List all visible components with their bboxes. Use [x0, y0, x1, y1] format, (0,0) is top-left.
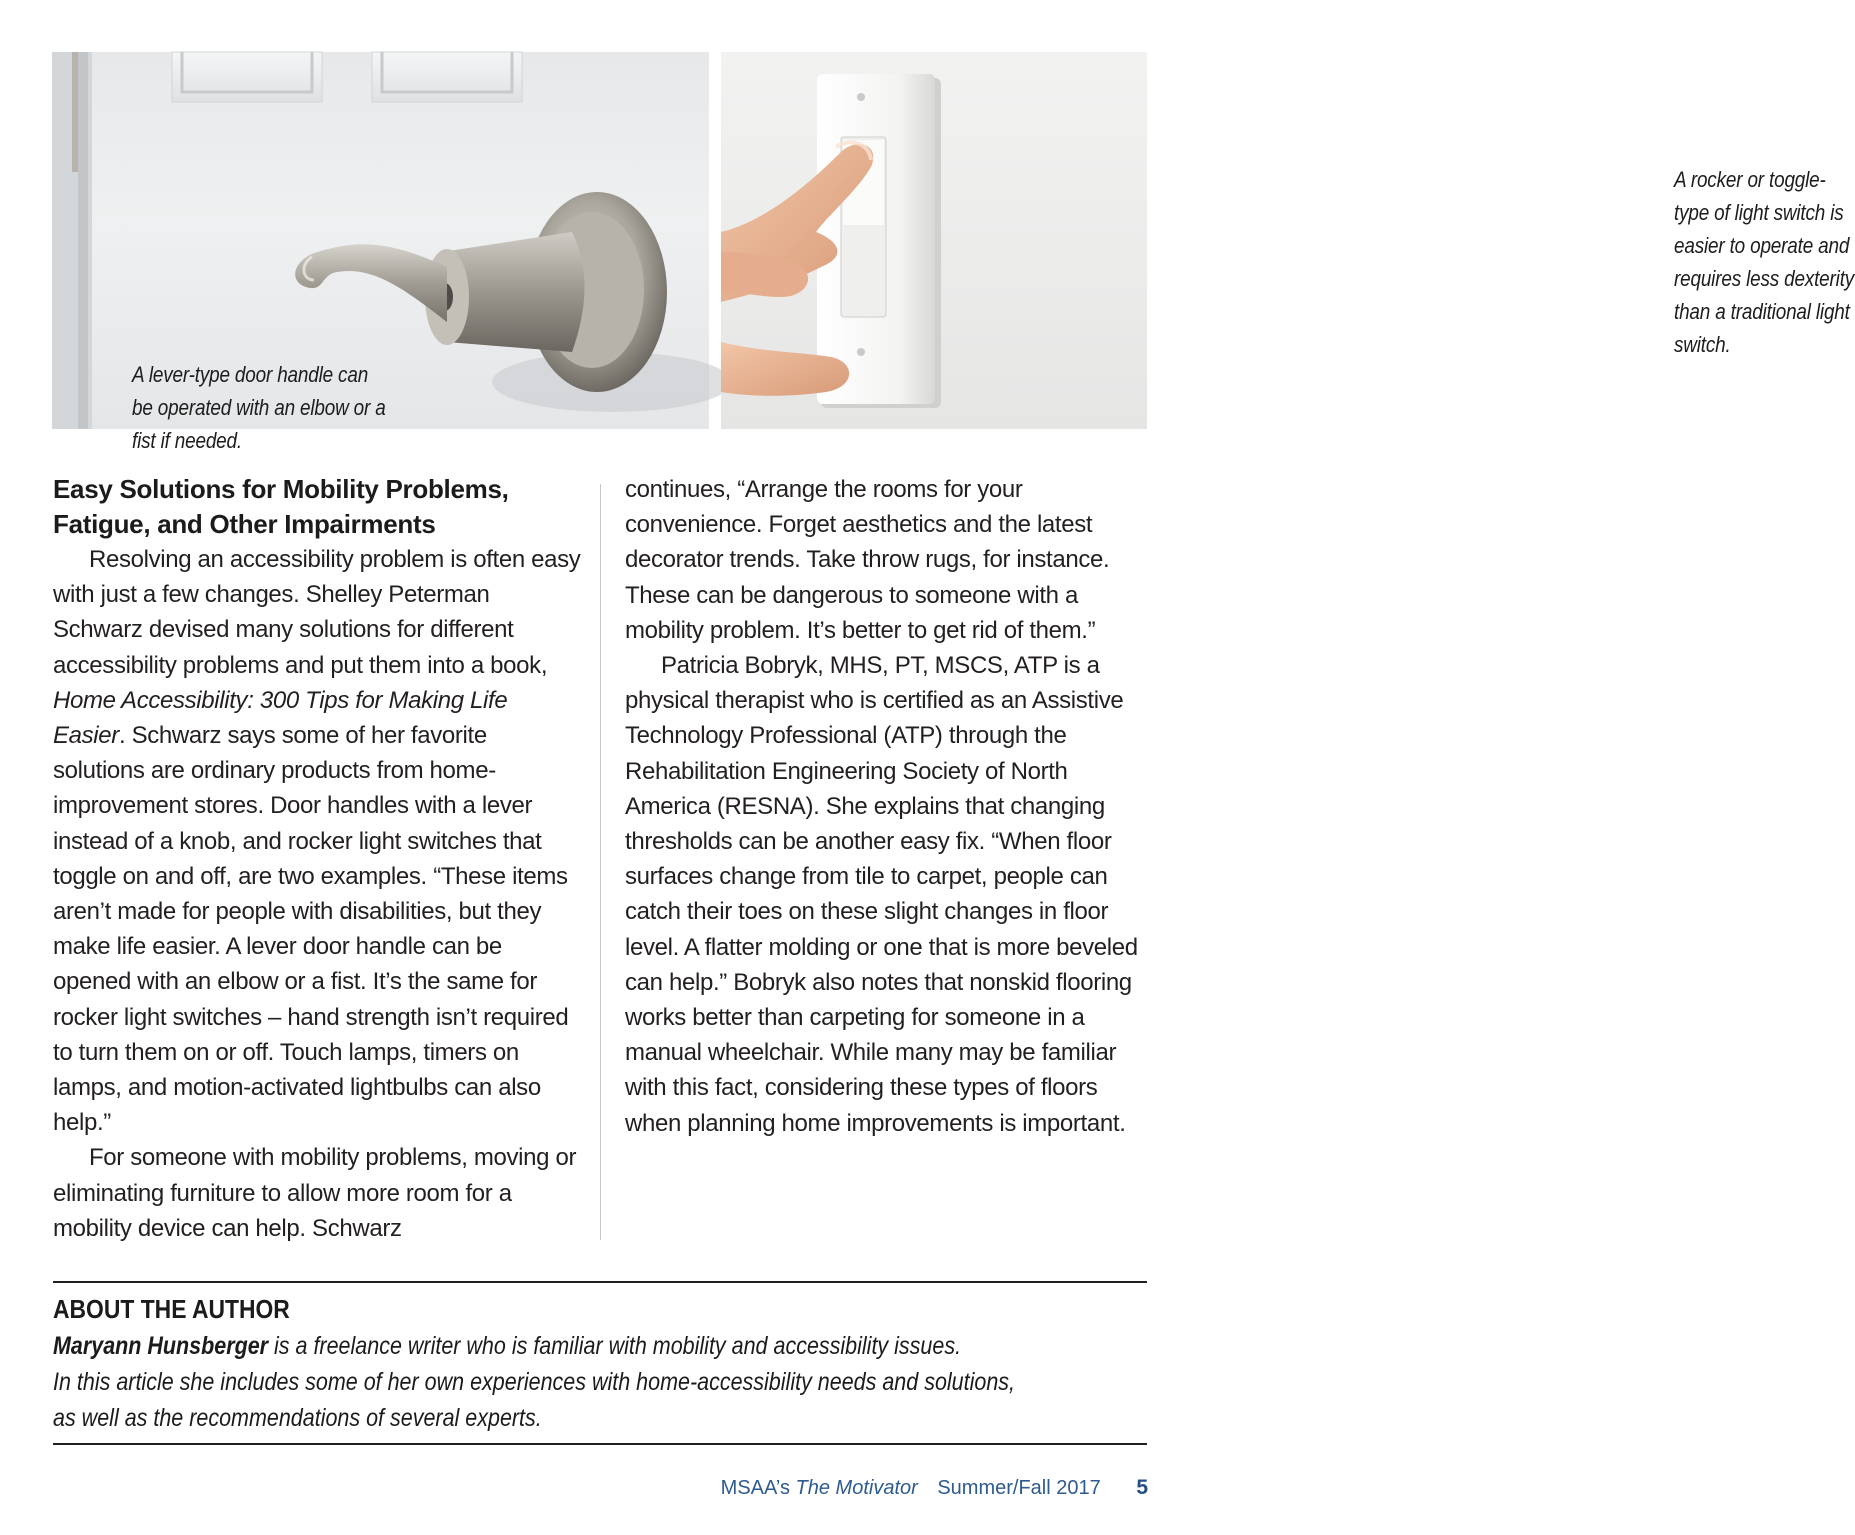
article-left-column [53, 472, 583, 1246]
paragraph-1-rest: . Schwarz says some of her favorite solutions are ordinary products from home-improvement stores. Door handles with a lever instead of a knob, and rocker light switches that toggle on and off, are two examples. “These items aren’t made for people with disabilities, but they make life easier. A lever door handle can be opened with an elbow or a fist. It’s the same for rocker light switches – hand strength isn’t required to turn them on or off. Touch lamps, timers on lamps, and motion-activated lightbulbs can also help.” [53, 722, 569, 1137]
paragraph-1-intro: Resolving an accessibility problem is often easy with just a few changes. Shelley Peterman Schwarz devised many solutions for different accessibility problems and put them into a book, [53, 546, 581, 679]
article-paragraph-2-start: For someone with mobility problems, moving or eliminating furniture to allow more room for a mobility device can help. Schwarz [53, 1144, 577, 1242]
column-divider [600, 484, 601, 1240]
bio-line-2: In this article she includes some of her own experiences with home-accessibility needs and solutions, [53, 1368, 1016, 1396]
footer-issue: Summer/Fall 2017 [937, 1477, 1101, 1499]
about-author-heading: ABOUT THE AUTHOR [53, 1294, 290, 1324]
footer-magazine-title: The Motivator [795, 1477, 918, 1499]
page-footer [721, 1476, 1148, 1500]
footer-org: MSAA’s [720, 1477, 790, 1499]
author-name: Maryann Hunsberger [53, 1332, 269, 1360]
book-title: Home Accessibility: 300 Tips for Making Life Easier [53, 686, 508, 750]
about-author-bio [53, 1328, 1085, 1436]
door-handle-photo [52, 52, 709, 453]
about-top-rule [53, 1281, 1147, 1283]
about-bottom-rule [53, 1443, 1147, 1445]
light-switch-caption: A rocker or toggle-type of light switch is easier to operate and requires less dexterity than a traditional light switch. [1674, 167, 1855, 357]
light-switch-photo [721, 52, 1855, 429]
light-switch-illustration [721, 52, 1147, 429]
door-handle-caption: A lever-type door handle can be operated with an elbow or a fist if needed. [132, 362, 386, 453]
page-number: 5 [1136, 1476, 1148, 1499]
article-paragraph-1 [53, 542, 583, 1140]
article-heading: Easy Solutions for Mobility Problems, Fatigue, and Other Impairments [53, 474, 509, 539]
bio-line-1 [53, 1328, 1085, 1364]
bio-line-1-rest: is a freelance writer who is familiar with mobility and accessibility issues. [268, 1332, 962, 1360]
article-paragraph-2-continued: continues, “Arrange the rooms for your convenience. Forget aesthetics and the latest decorator trends. Take throw rugs, for instance. These can be dangerous to someone with a mobility problem. It’s better to get rid of them.” [625, 476, 1110, 644]
bio-line-3: as well as the recommendations of several experts. [53, 1404, 542, 1432]
article-right-column [625, 472, 1150, 1141]
article-paragraph-3: Patricia Bobryk, MHS, PT, MSCS, ATP is a physical therapist who is certified as an Assistive Technology Professional (ATP) through the Rehabilitation Engineering Society of North America (RESNA). She explains that changing thresholds can be another easy fix. “When floor surfaces change from tile to carpet, people can catch their toes on these slight changes in floor level. A flatter molding or one that is more beveled can help.” Bobryk also notes that nonskid flooring works better than carpeting for someone in a manual wheelchair. While many may be familiar with this fact, considering these types of floors when planning home improvements is important. [625, 652, 1138, 1137]
